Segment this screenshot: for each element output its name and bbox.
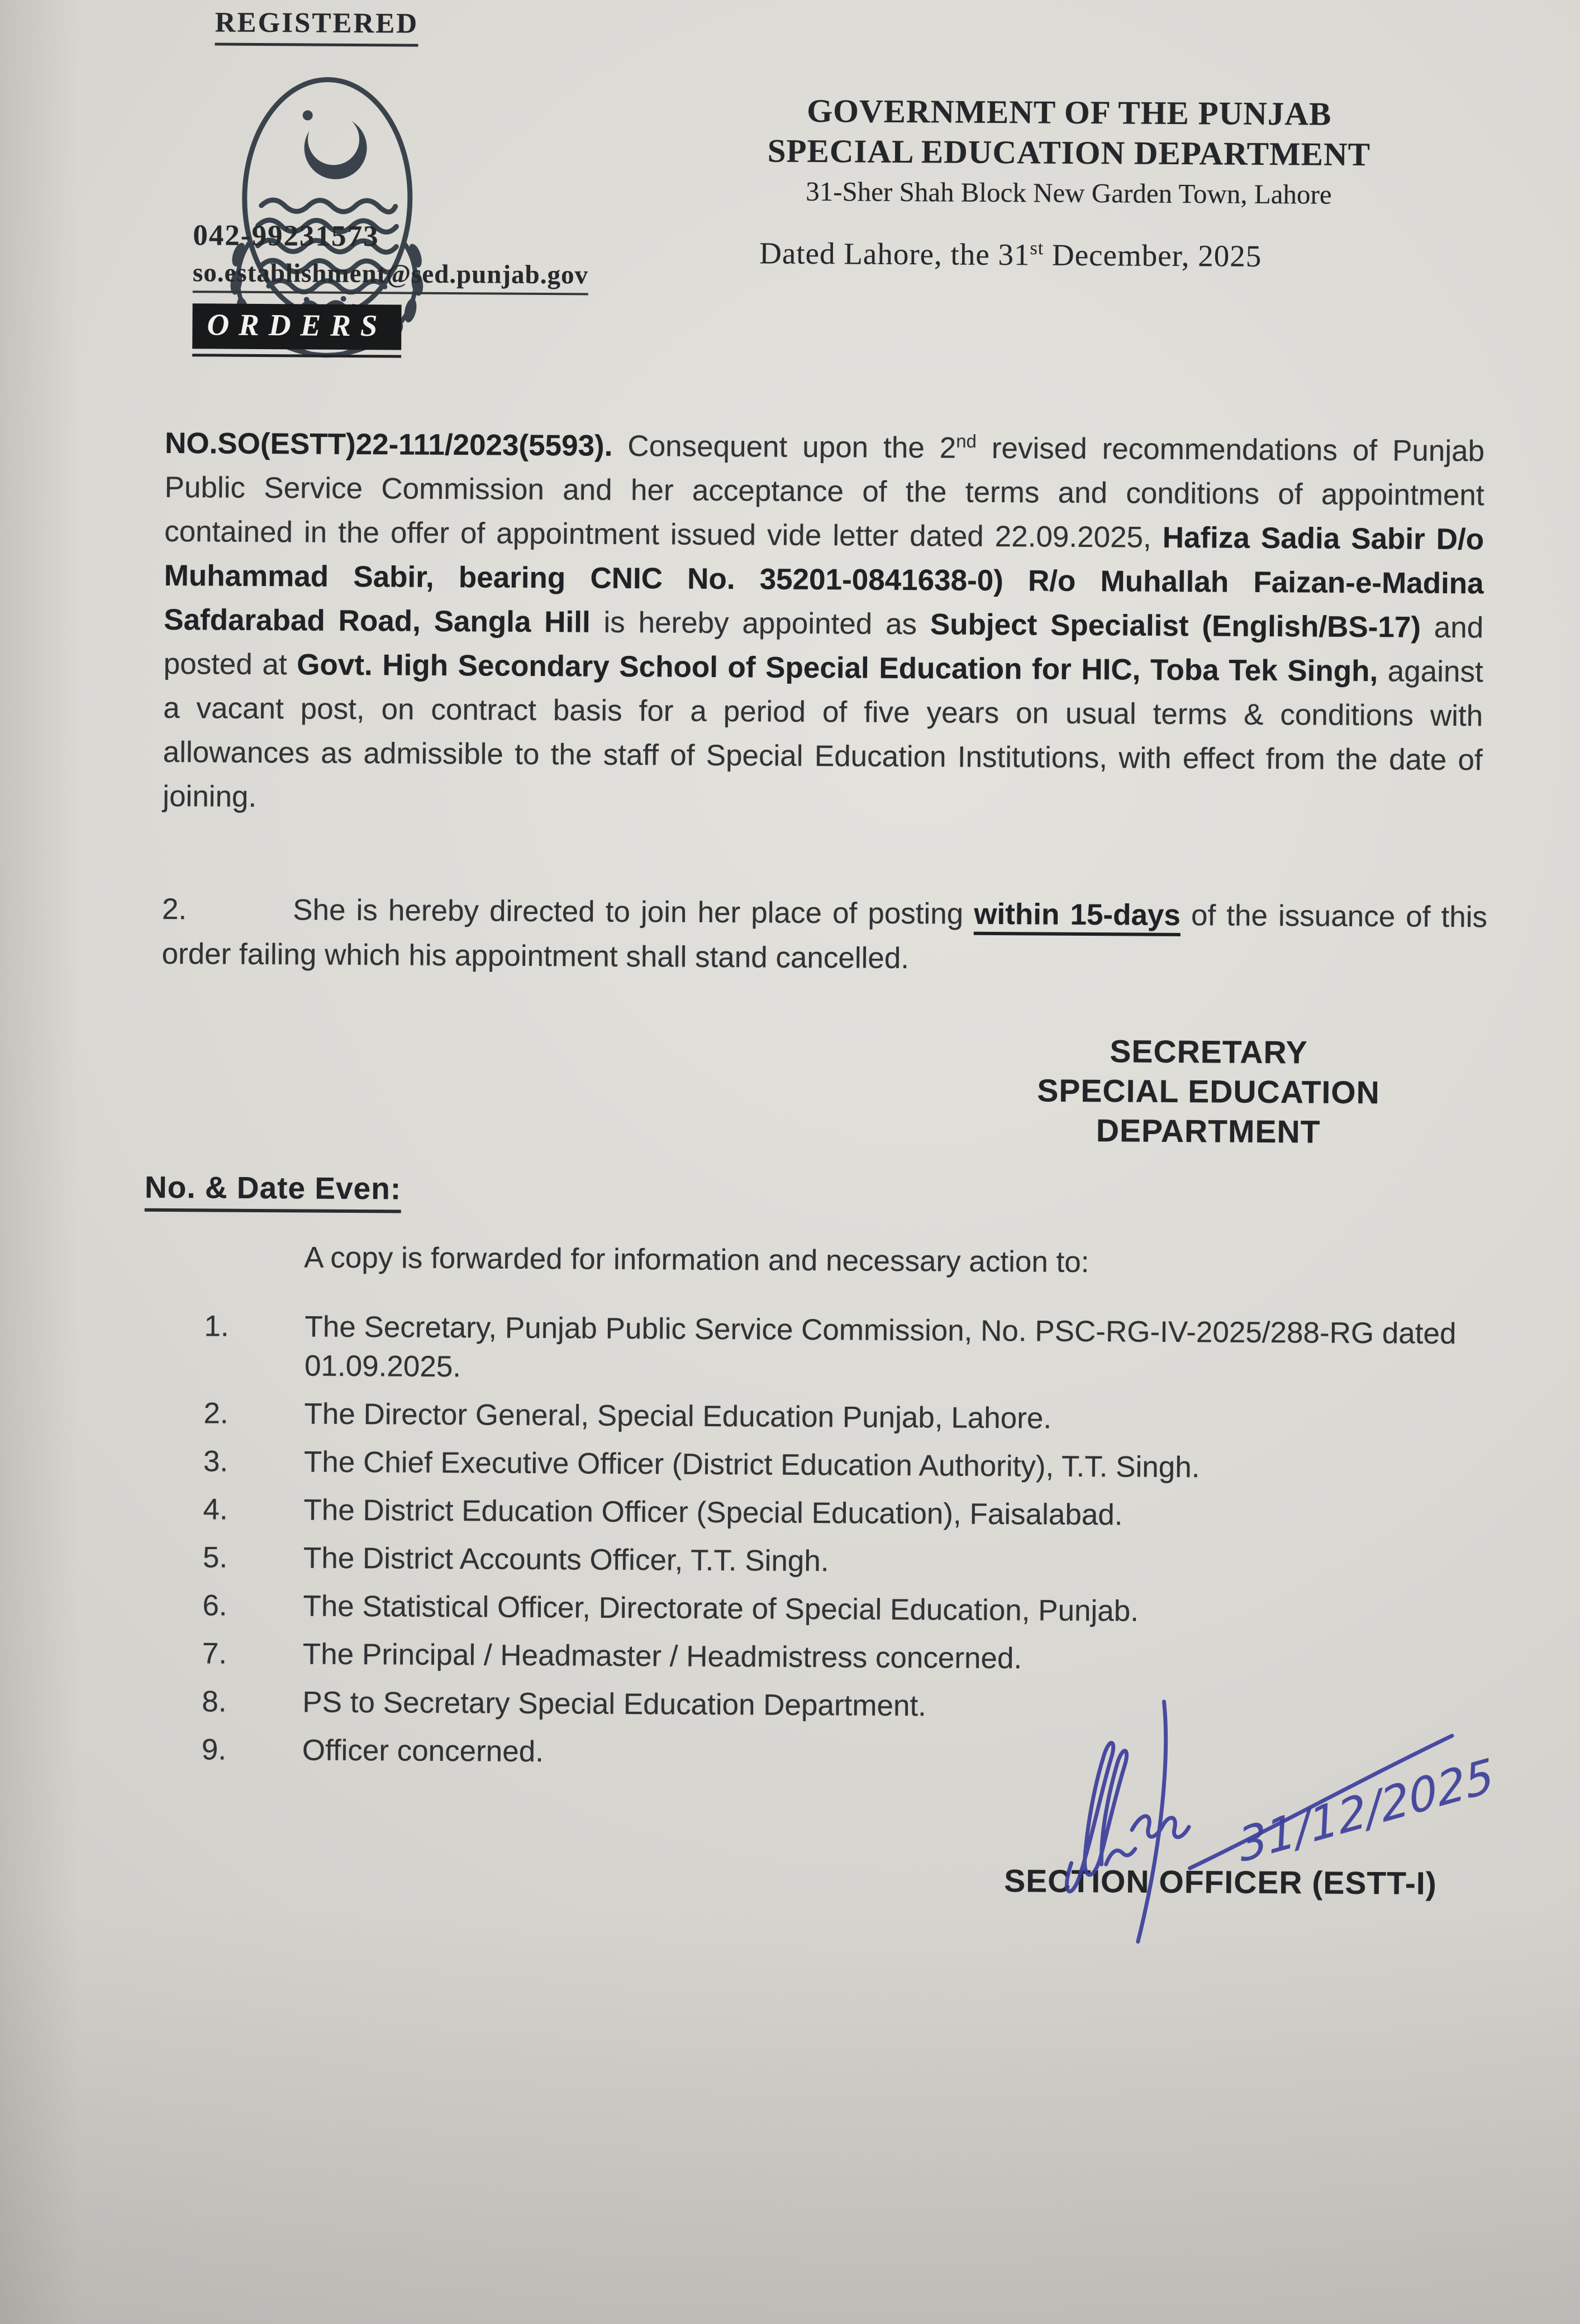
orders-heading: ORDERS (192, 303, 402, 350)
handwritten-date: 31/12/2025 (1235, 1749, 1497, 1873)
para1-text: revised recommendations of Punjab Public Service Commission and her acceptance of the terms and conditions of appointment contained in the offer of appointment issued vide letter dated 22.09.2025, (164, 431, 1485, 554)
item-number: 5. (202, 1541, 228, 1574)
item-text: The Secretary, Punjab Public Service Commission, No. PSC-RG-IV-2025/288-RG dated 01.09.2025. (304, 1310, 1457, 1384)
date-prefix: Dated Lahore, the 31 (759, 236, 1030, 272)
date-line (759, 235, 1262, 273)
posting-school: Govt. High Secondary School of Special Education for HIC, Toba Tek Singh, (297, 648, 1378, 688)
item-number: 8. (202, 1685, 227, 1718)
signatory-title-line: DEPARTMENT (1096, 1113, 1321, 1150)
para2-text: She is hereby directed to join her place of posting (293, 893, 974, 931)
post-designation: Subject Specialist (English/BS-17) (930, 608, 1421, 644)
distribution-list (157, 1307, 1485, 1786)
list-item (158, 1538, 1483, 1585)
signatory-block (959, 1031, 1457, 1153)
date-suffix: December, 2025 (1044, 237, 1262, 273)
copy-forwarded-intro: A copy is forwarded for information and necessary action to: (304, 1241, 1089, 1279)
item-text: Officer concerned. (302, 1734, 544, 1769)
item-number: 7. (202, 1637, 227, 1670)
item-text: The Principal / Headmaster / Headmistress concerned. (302, 1637, 1022, 1675)
item-number: 4. (203, 1493, 228, 1526)
item-number: 9. (201, 1733, 227, 1766)
para1-text: against a vacant post, on contract basis for a period of five years on usual terms & conditions with allowances as admissible to the staff of Special Education Institutions, with effect from the date of joining. (163, 655, 1483, 813)
signatory-title-line: SECRETARY (1110, 1034, 1308, 1071)
item-text: The Director General, Special Education Punjab, Lahore. (304, 1397, 1052, 1435)
date-ordinal: st (1030, 238, 1044, 259)
government-line: GOVERNMENT OF THE PUNJAB (807, 92, 1332, 132)
para1-text: is hereby appointed as (590, 606, 931, 641)
appointee-name-cnic: Hafiza Sadia Sabir D/o Muhammad Sabir, bearing CNIC No. 35201-0841638-0) R/o Muhallah Faizan-e-Madina Safdarabad Road, Sangla Hill (164, 521, 1484, 639)
signatory-title-line: SPECIAL EDUCATION (1037, 1073, 1380, 1111)
item-text: The District Accounts Officer, T.T. Singh. (303, 1541, 829, 1578)
order-ref-no: NO.SO(ESTT)22-111/2023(5593). (164, 426, 613, 463)
list-item (159, 1394, 1484, 1441)
department-line: SPECIAL EDUCATION DEPARTMENT (767, 132, 1371, 173)
item-text: PS to Secretary Special Education Department. (302, 1685, 927, 1723)
letterhead-header (720, 90, 1419, 213)
list-item (157, 1682, 1482, 1729)
list-item (157, 1730, 1482, 1777)
paragraph-number: 2. (161, 892, 187, 926)
indent-spacer (187, 919, 293, 920)
para1-text: Consequent upon the 2 (612, 429, 956, 465)
order-paragraph-1 (163, 421, 1484, 826)
para1-text: and posted at (163, 611, 1484, 682)
letterhead-email: so.establishment@sed.punjab.gov (193, 258, 588, 295)
registered-label: REGISTERED (215, 6, 418, 46)
item-number: 6. (202, 1589, 227, 1622)
letterhead-phone: 042-99231573 (193, 219, 379, 253)
list-item (158, 1586, 1483, 1633)
item-text: The Statistical Officer, Directorate of Special Education, Punjab. (303, 1589, 1139, 1628)
order-paragraph-2 (161, 887, 1487, 984)
list-item (158, 1490, 1483, 1537)
para1-ordinal: nd (956, 430, 977, 452)
department-address: 31-Sher Shah Block New Garden Town, Lahore (806, 175, 1332, 210)
item-number: 2. (203, 1397, 229, 1430)
item-number: 3. (203, 1445, 229, 1478)
number-date-even-heading: No. & Date Even: (145, 1169, 402, 1213)
orders-heading-box (192, 303, 402, 358)
item-text: The District Education Officer (Special Education), Faisalabad. (303, 1493, 1123, 1532)
para2-text: of the issuance of this order failing which his appointment shall stand cancelled. (161, 899, 1488, 975)
joining-deadline: within 15-days (974, 898, 1181, 936)
section-officer-title: SECTION OFFICER (ESTT-I) (1003, 1863, 1437, 1902)
list-item (158, 1634, 1483, 1681)
list-item (159, 1442, 1484, 1489)
item-text: The Chief Executive Officer (District Education Authority), T.T. Singh. (303, 1445, 1200, 1484)
list-item (159, 1307, 1485, 1393)
item-number: 1. (204, 1309, 229, 1343)
